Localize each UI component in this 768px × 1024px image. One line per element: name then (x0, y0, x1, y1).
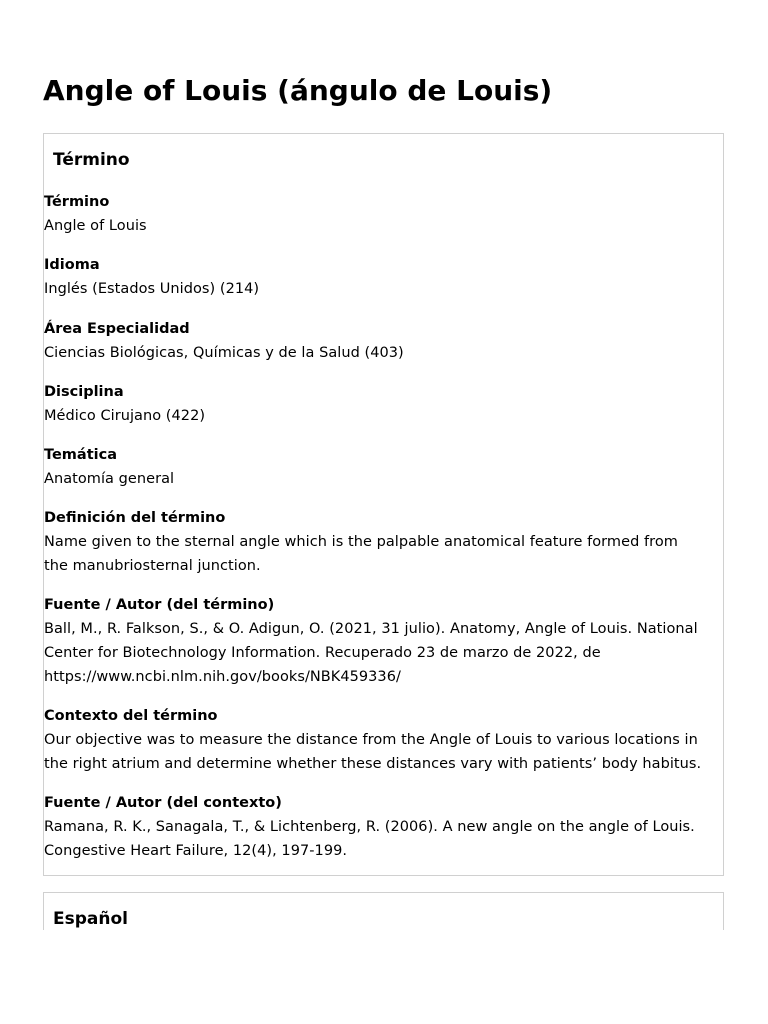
field-tematica (44, 443, 725, 491)
field-disciplina (44, 380, 725, 428)
field-label: Contexto del término (44, 708, 218, 724)
field-contexto (44, 704, 725, 776)
field-label: Temática (44, 447, 117, 463)
field-label: Idioma (44, 257, 100, 273)
field-value-line: https://www.ncbi.nlm.nih.gov/books/NBK459336/ (44, 669, 401, 685)
field-termino (44, 190, 725, 238)
field-idioma (44, 253, 725, 301)
field-value: Angle of Louis (44, 218, 147, 234)
field-fuente-termino (44, 593, 725, 689)
page-title: Angle of Louis (ángulo de Louis) (43, 74, 553, 107)
field-value: Ciencias Biológicas, Químicas y de la Salud (403) (44, 345, 404, 361)
field-value-line: Ramana, R. K., Sanagala, T., & Lichtenberg, R. (2006). A new angle on the angle of Louis. (44, 819, 695, 835)
field-value-line: Congestive Heart Failure, 12(4), 197-199. (44, 843, 348, 859)
field-label: Fuente / Autor (del contexto) (44, 795, 282, 811)
section-heading: Término (53, 150, 130, 170)
field-label: Disciplina (44, 384, 124, 400)
field-label: Definición del término (44, 510, 226, 526)
section-heading: Español (53, 909, 128, 929)
termino-section (43, 133, 724, 876)
field-fuente-contexto (44, 791, 725, 863)
field-value-line: Center for Biotechnology Information. Recuperado 23 de marzo de 2022, de (44, 645, 601, 661)
field-definicion (44, 506, 725, 578)
field-value: Médico Cirujano (422) (44, 408, 206, 424)
field-value-line: Name given to the sternal angle which is the palpable anatomical feature formed from (44, 534, 678, 550)
espanol-section (43, 892, 724, 930)
field-value-line: the right atrium and determine whether these distances vary with patients’ body habitus. (44, 756, 702, 772)
field-label: Área Especialidad (44, 321, 190, 337)
field-value-line: Our objective was to measure the distance from the Angle of Louis to various locations in (44, 732, 698, 748)
field-value-line: the manubriosternal junction. (44, 558, 261, 574)
field-value: Anatomía general (44, 471, 175, 487)
field-value: Inglés (Estados Unidos) (214) (44, 281, 260, 297)
field-label: Fuente / Autor (del término) (44, 597, 275, 613)
field-area-especialidad (44, 317, 725, 365)
field-label: Término (44, 194, 110, 210)
field-value-line: Ball, M., R. Falkson, S., & O. Adigun, O. (2021, 31 julio). Anatomy, Angle of Louis. National (44, 621, 698, 637)
